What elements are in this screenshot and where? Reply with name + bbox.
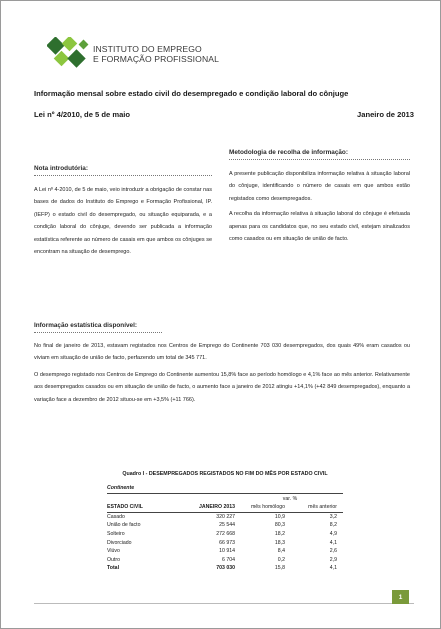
intro-divider [34,175,212,176]
table-row: Solteiro 272 668 18,2 4,9 [107,531,337,538]
header-mes-homologo: mês homólogo [250,504,285,511]
iefp-logo-icon [47,37,91,71]
methodology-divider [229,159,410,160]
table-title: Quadro I - DESEMPREGADOS REGISTADOS NO FIM DO MÊS POR ESTADO CIVIL [122,471,328,477]
table-var-row [107,494,343,503]
table-header-row [107,503,343,512]
intro-text: A Lei nº 4-2010, de 5 de maio, veio introduzir a obrigação de constar nas bases de dados do Instituto do Emprego e Formação Profissional, IP. (IEFP) o estado civil do desempregado, ou situação equiparada, e a condição laboral do cônjuge, devendo ser publicada a informação estatística referente ao número de casais em que ambos os cônjuges se encontram na situação de desemprego. [34,187,212,256]
stats-divider [34,332,162,333]
table-row: União de facto 25 544 80,3 8,2 [107,522,337,529]
intro-heading: Nota introdutória: [34,165,88,172]
page-number: 1 [392,590,409,604]
unemployed-by-marital-status-table [107,471,343,573]
header-estado-civil: ESTADO CIVIL [107,504,143,511]
footer-rule [34,603,414,604]
methodology-heading: Metodologia de recolha de informação: [229,149,348,156]
table-row: Viúvo 10 914 8,4 2,6 [107,548,337,555]
stats-paragraph-1: No final de janeiro de 2013, estavam registados nos Centros de Emprego do Continente 703 030 desempregados, dos quais 49% eram casados ou viviam em situação de união de facto, perfazendo um total de 345 771. [34,343,410,362]
table-row: Outro 6 704 0,2 2,9 [107,556,337,563]
methodology-paragraph-2: A recolha da informação relativa à situação laboral do cônjuge é efetuada apenas para os candidatos que, no seu estado civil, estejam sinalizados como casados ou em situação de união de facto. [229,211,410,243]
methodology-section [229,149,410,245]
header-janeiro-2013: JANEIRO 2013 [198,504,235,511]
table-region: Continente [107,485,135,491]
table-total-row: Total 703 030 15,8 4,1 [107,565,337,572]
header-mes-anterior: mês anterior [308,504,337,511]
stats-paragraph-2: O desemprego registado nos Centros de Emprego do Continente aumentou 15,8% face ao período homólogo e 4,1% face ao mês anterior. Relativamente aos desempregados casados ou em situação de união de facto, o aumento face a janeiro de 2012 atingiu +14,1% (+42 849 desempregados), enquanto a variação face a dezembro de 2012 situou-se em +3,5% (+11 766). [34,371,410,403]
iefp-logo [47,37,219,71]
table-row: Casado 320 227 10,9 3,2 [107,513,337,520]
document-title: Informação mensal sobre estado civil do desempregado e condição laboral do cônjuge [34,89,349,98]
intro-section [34,165,212,258]
table-row: Divorciado 66 973 18,3 4,1 [107,539,337,546]
stats-heading: Informação estatística disponível: [34,322,137,329]
law-reference: Lei nº 4/2010, de 5 de maio [34,110,131,119]
publication-date: Janeiro de 2013 [357,110,414,119]
var-percent-label: var. % [282,495,298,502]
stats-section [34,322,410,406]
org-name-line1: INSTITUTO DO EMPREGO [93,43,202,54]
org-name-line2: E FORMAÇÃO PROFISSIONAL [93,54,219,64]
methodology-paragraph-1: A presente publicação disponibiliza informação relativa à situação laboral do cônjuge, identificando o número de casais em que ambos estão registados como desempregados. [229,171,410,202]
